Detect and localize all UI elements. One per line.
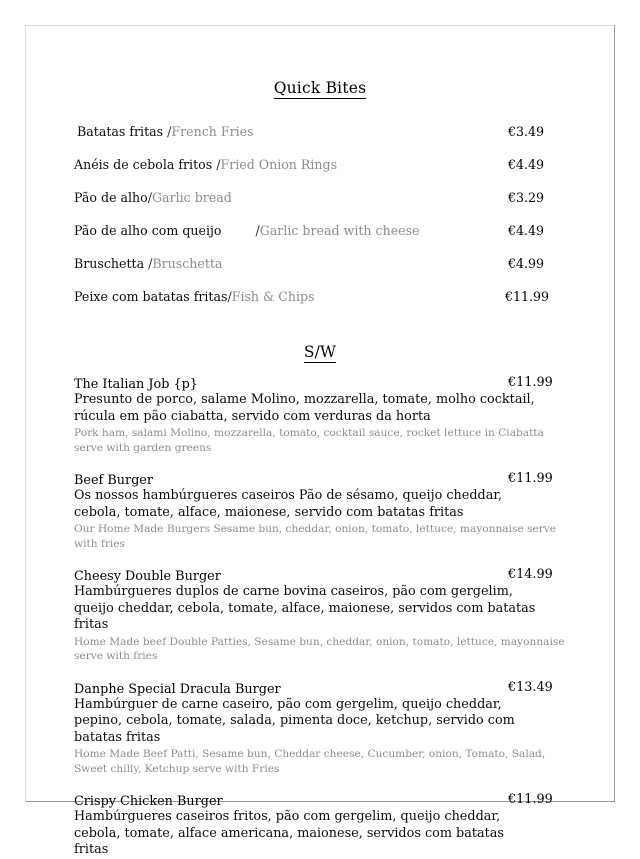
quick-bites-row [26,189,614,222]
sandwich-item [26,565,614,664]
item-name-pt: Batatas fritas [77,124,164,139]
item-description-en: Home Made beef Double Patties, Sesame bun, cheddar, onion, tomato, lettuce, mayonnaise serve with fries [74,635,565,662]
item-name: The Italian Job {p} [74,377,198,392]
name-separator: / [148,256,153,271]
item-price: €3.49 [508,124,545,139]
item-name-en: Bruschetta [152,256,223,271]
item-name-pt: Bruschetta [74,256,145,271]
name-separator: / [147,190,152,205]
item-description-pt: Hambúrgueres duplos de carne bovina caseiros, pão com gergelim, queijo cheddar, cebola, tomate, alface, maionese, servidos com batatas fritas [74,584,536,632]
name-separator: / [216,157,221,172]
section-title-sw [26,343,614,361]
quick-bites-row [26,288,614,321]
quick-bites-row [26,156,614,189]
section-quick-bites [26,79,614,321]
quick-bites-row [26,222,614,255]
item-name-en: French Fries [171,124,254,139]
item-price: €11.99 [508,375,553,390]
item-name: Crispy Chicken Burger [74,794,223,809]
sandwich-item [26,469,614,551]
item-price: €11.99 [505,289,550,304]
item-price: €13.49 [508,679,553,695]
item-price: €4.99 [508,256,545,271]
sandwich-item [26,678,614,777]
item-name-pt: Peixe com batatas fritas [74,289,228,304]
item-name-en: Fried Onion Rings [220,157,338,172]
item-description-pt: Hambúrgueres caseiros fritos, pão com gergelim, queijo cheddar, cebola, tomate, alface americana, maionese, servidos com batatas fritas [74,809,504,857]
item-price: €11.99 [508,471,553,486]
sandwich-item-header [74,565,596,584]
item-name-pt: Pão de alho com queijo [74,223,222,238]
sandwich-item-header [74,790,596,809]
item-description-en: Pork ham, salami Molino, mozzarella, tomato, cocktail sauce, rocket lettuce in Ciabatta serve with garden greens [74,427,544,454]
item-name-en: Garlic bread [152,190,232,205]
item-description-en: Home Made Beef Patti, Sesame bun, Cheddar cheese, Cucumber, onion, Tomato, Salad, Sweet chilly, Ketchup serve with Fries [74,748,546,775]
item-description-pt: Os nossos hambúrgueres caseiros Pão de sésamo, queijo cheddar, cebola, tomate, alface, maionese, servido com batatas fritas [74,488,503,520]
name-separator: / [167,124,172,139]
item-description-pt: Hambúrguer de carne caseiro, pão com gergelim, queijo cheddar, pepino, cebola, tomate, salada, pimenta doce, ketchup, servido com batatas fritas [74,696,515,745]
sandwich-item-header [74,373,596,392]
sandwich-item-header [74,678,596,697]
section-title-sw-text: S/W [303,343,337,361]
quick-bites-row [26,123,614,156]
quick-bites-item-list [26,123,614,321]
item-name-pt: Pão de alho [74,190,148,205]
sandwich-item-list [26,373,614,859]
item-name: Cheesy Double Burger [74,569,221,584]
name-separator: / [255,223,260,238]
quick-bites-row [26,255,614,288]
sandwich-item [26,790,614,859]
item-price: €14.99 [508,567,553,582]
sandwich-item-header [74,469,596,488]
item-price: €3.29 [508,190,545,205]
section-title-quick-bites [26,79,614,97]
item-price: €4.49 [508,157,545,172]
item-name-en: Garlic bread with cheese [259,223,420,238]
sandwich-item [26,373,614,455]
item-name-en: Fish & Chips [231,289,315,304]
item-name: Danphe Special Dracula Burger [74,681,281,697]
item-description-pt: Presunto de porco, salame Molino, mozzarella, tomate, molho cocktail, rúcula em pão ciabatta, servido com verduras da horta [74,392,535,424]
section-sandwiches [26,343,614,859]
item-price: €4.49 [508,223,545,238]
item-price: €11.99 [508,792,553,807]
name-separator: / [227,289,232,304]
menu-page-sheet [25,25,615,857]
item-name: Beef Burger [74,473,153,488]
section-title-quick-bites-text: Quick Bites [273,79,367,97]
item-name-pt: Anéis de cebola fritos [74,157,213,172]
item-description-en: Our Home Made Burgers Sesame bun, cheddar, onion, tomato, lettuce, mayonnaise serve with fries [74,523,557,550]
